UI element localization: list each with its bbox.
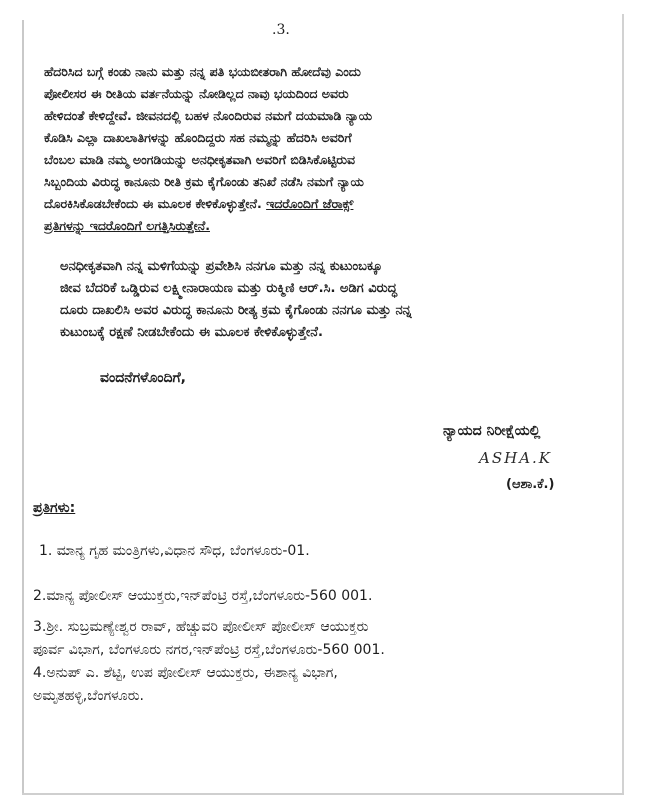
- paragraph-line: ಸಿಬ್ಬಂದಿಯ ವಿರುದ್ಧ ಕಾನೂನು ರೀತಿ ಕ್ರಮ ಕೈಗೊಂಡು ತನಿಖೆ ನಡೆಸಿ ನಮಗೆ ನ್ಯಾಯ: [44, 174, 364, 189]
- attachment-note-continued: ಪ್ರತಿಗಳನ್ನು ಇದರೊಂದಿಗೆ ಲಗತ್ತಿಸಿರುತ್ತೇನೆ.: [44, 218, 210, 233]
- page-border-left: [22, 20, 24, 795]
- page-border-right: [622, 14, 624, 794]
- paragraph-line: ಬೆಂಬಲ ಮಾಡಿ ನಮ್ಮ ಅಂಗಡಿಯನ್ನು ಅನಧೀಕೃತವಾಗಿ ಅವರಿಗೆ ಬಿಡಿಸಿಕೊಟ್ಟಿರುವ: [44, 152, 356, 167]
- page-border-bottom: [22, 793, 624, 795]
- paragraph-line: ಪೋಲೀಸರ ಈ ರೀತಿಯ ವರ್ತನೆಯನ್ನು ನೋಡಿಲ್ಲದ ನಾವು ಭಯದಿಂದ ಅವರು: [44, 86, 349, 101]
- copies-list: [33, 540, 608, 708]
- paragraph-line: ಅನಧೀಕೃತವಾಗಿ ನನ್ನ ಮಳಿಗೆಯನ್ನು ಪ್ರವೇಶಿಸಿ ನನಗೂ ಮತ್ತು ನನ್ನ ಕುಟುಂಬಕ್ಕೂ: [60, 259, 383, 274]
- paragraph-line: [44, 193, 604, 215]
- handwritten-signature: ASHA.K: [479, 449, 552, 467]
- paragraph-line: ದೂರು ದಾಖಲಿಸಿ ಅವರ ವಿರುದ್ಧ ಕಾನೂನು ರೀತ್ಯ ಕ್ರಮ ಕೈಗೊಂಡು ನನಗೂ ಮತ್ತು ನನ್ನ: [60, 303, 412, 318]
- signatory-name: (ಆಶಾ.ಕೆ.): [506, 477, 555, 492]
- copy-recipient: 4.ಅನುಪ್ ಎ. ಶೆಟ್ಟಿ, ಉಪ ಪೋಲೀಸ್ ಆಯುಕ್ತರು, ಈಶಾನ್ಯ ವಿಭಾಗ,: [33, 665, 338, 681]
- paragraph-line: ಜೀವ ಬೆದರಿಕೆ ಒಡ್ಡಿರುವ ಲಕ್ಷ್ಮೀನಾರಾಯಣ ಮತ್ತು ರುಕ್ಮಿಣಿ ಆರ್.ಸಿ. ಅಡಿಗ ವಿರುದ್ಧ: [60, 281, 398, 296]
- copy-recipient: 3.ಶ್ರೀ. ಸುಬ್ರಮಣ್ಯೇಶ್ವರ ರಾವ್, ಹೆಚ್ಚುವರಿ ಪೋಲೀಸ್ ಪೋಲೀಸ್ ಆಯುಕ್ತರು: [33, 619, 369, 635]
- complaint-paragraph-1: [44, 61, 604, 237]
- copies-heading: ಪ್ರತಿಗಳು:: [33, 500, 76, 516]
- paragraph-line: ಕೊಡಿಸಿ ಎಲ್ಲಾ ದಾಖಲಾತಿಗಳನ್ನು ಹೊಂದಿದ್ದರು ಸಹ ನಮ್ಮನ್ನು ಹೆದರಿಸಿ ಅವರಿಗೆ: [44, 130, 352, 145]
- paragraph-line: ಹೆದರಿಸಿದ ಬಗ್ಗೆ ಕಂಡು ನಾನು ಮತ್ತು ನನ್ನ ಪತಿ ಭಯಬೀತರಾಗಿ ಹೋದೆವು ಎಂದು: [44, 64, 361, 79]
- paragraph-line: ಹೇಳಿದಂತೆ ಕೇಳಿದ್ದೇವೆ. ಜೀವನದಲ್ಲಿ ಬಹಳ ನೊಂದಿರುವ ನಮಗೆ ದಯಮಾಡಿ ನ್ಯಾಯ: [44, 108, 373, 123]
- copy-recipient: 2.ಮಾನ್ಯ ಪೋಲೀಸ್ ಆಯುಕ್ತರು,ಇನ್‌ಪೆಂಟ್ರಿ ರಸ್ತೆ,ಬೆಂಗಳೂರು-560 001.: [33, 588, 373, 604]
- paragraph-line: ಕುಟುಂಬಕ್ಕೆ ರಕ್ಷಣೆ ನೀಡಬೇಕೆಂದು ಈ ಮೂಲಕ ಕೇಳಿಕೊಳ್ಳುತ್ತೇನೆ.: [60, 325, 323, 340]
- complaint-paragraph-2: [60, 256, 620, 344]
- copy-recipient-continued: ಪೂರ್ವ ವಿಭಾಗ, ಬೆಂಗಳೂರು ನಗರ,ಇನ್‌ಪೆಂಟ್ರಿ ರಸ್ತೆ,ಬೆಂಗಳೂರು-560 001.: [33, 642, 385, 658]
- page-number: .3.: [272, 22, 290, 38]
- copy-recipient-continued: ಅಮೃತಹಳ್ಳಿ,ಬೆಂಗಳೂರು.: [33, 688, 145, 704]
- request-text: ದೊರಕಿಸಿಕೊಡಬೇಕೆಂದು ಈ ಮೂಲಕ ಕೇಳಿಕೊಳ್ಳುತ್ತೇನೆ.: [44, 196, 262, 211]
- signature-title: ನ್ಯಾಯದ ನಿರೀಕ್ಷೆಯಲ್ಲಿ: [443, 423, 541, 439]
- closing-salutation: ವಂದನೆಗಳೊಂದಿಗೆ,: [100, 370, 186, 386]
- attachment-note: ಇದರೊಂದಿಗೆ ಜೆರಾಕ್ಸ್: [266, 196, 354, 211]
- copy-recipient: 1. ಮಾನ್ಯ ಗೃಹ ಮಂತ್ರಿಗಳು,ವಿಧಾನ ಸೌಧ, ಬೆಂಗಳೂರು-01.: [39, 543, 310, 559]
